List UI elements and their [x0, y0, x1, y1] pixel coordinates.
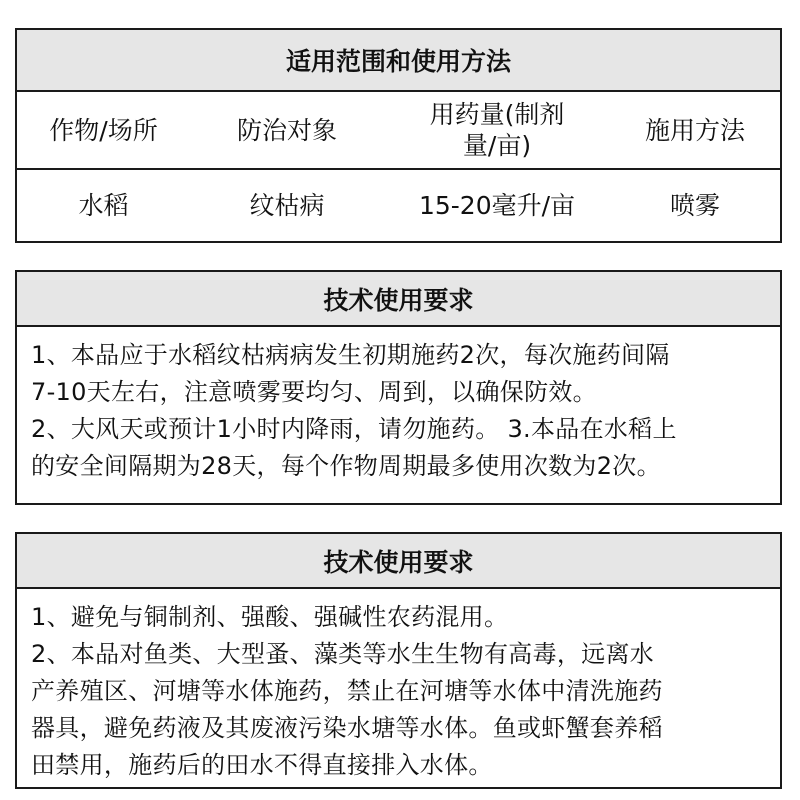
cell-target: 纹枯病 [249, 191, 325, 220]
header-application-method: 施用方法 [644, 115, 745, 145]
precautions-body [17, 589, 780, 784]
precaution-line: 1、避免与铜制剂、强酸、强碱性农药混用。 [31, 603, 509, 631]
usage-table-row [17, 170, 780, 241]
technical-requirements-panel [15, 270, 782, 505]
header-dosage [384, 92, 610, 168]
usage-scope-title: 适用范围和使用方法 [17, 30, 780, 92]
requirement-line: 7-10天左右，注意喷雾要均匀、周到，以确保防效。 [31, 378, 597, 406]
usage-scope-panel [15, 28, 782, 243]
header-crop-site: 作物/场所 [49, 115, 158, 145]
usage-table-header-row [17, 92, 780, 170]
header-dosage-line-1: 用药量(制剂 [429, 100, 565, 129]
precaution-line: 2、本品对鱼类、大型蚤、藻类等水生生物有高毒，远离水 [31, 640, 655, 668]
requirement-line: 的安全间隔期为28天，每个作物周期最多使用次数为2次。 [31, 452, 661, 480]
technical-requirements-body [17, 327, 780, 485]
precaution-line: 器具，避免药液及其废液污染水塘等水体。鱼或虾蟹套养稻 [31, 714, 663, 742]
precautions-panel [15, 532, 782, 789]
precaution-line: 田禁用，施药后的田水不得直接排入水体。 [31, 751, 493, 779]
precaution-line: 产养殖区、河塘等水体施药，禁止在河塘等水体中清洗施药 [31, 677, 663, 705]
cell-method: 喷雾 [669, 191, 720, 220]
requirement-line: 1、本品应于水稻纹枯病病发生初期施药2次，每次施药间隔 [31, 341, 670, 369]
header-dosage-line-2: 量/亩) [462, 131, 532, 160]
precautions-title: 技术使用要求 [17, 534, 780, 589]
requirement-line: 2、大风天或预计1小时内降雨，请勿施药。 3.本品在水稻上 [31, 415, 677, 443]
header-target-disease: 防治对象 [236, 115, 337, 145]
technical-requirements-title: 技术使用要求 [17, 272, 780, 327]
cell-dosage: 15-20毫升/亩 [418, 191, 576, 220]
cell-crop: 水稻 [78, 191, 129, 220]
